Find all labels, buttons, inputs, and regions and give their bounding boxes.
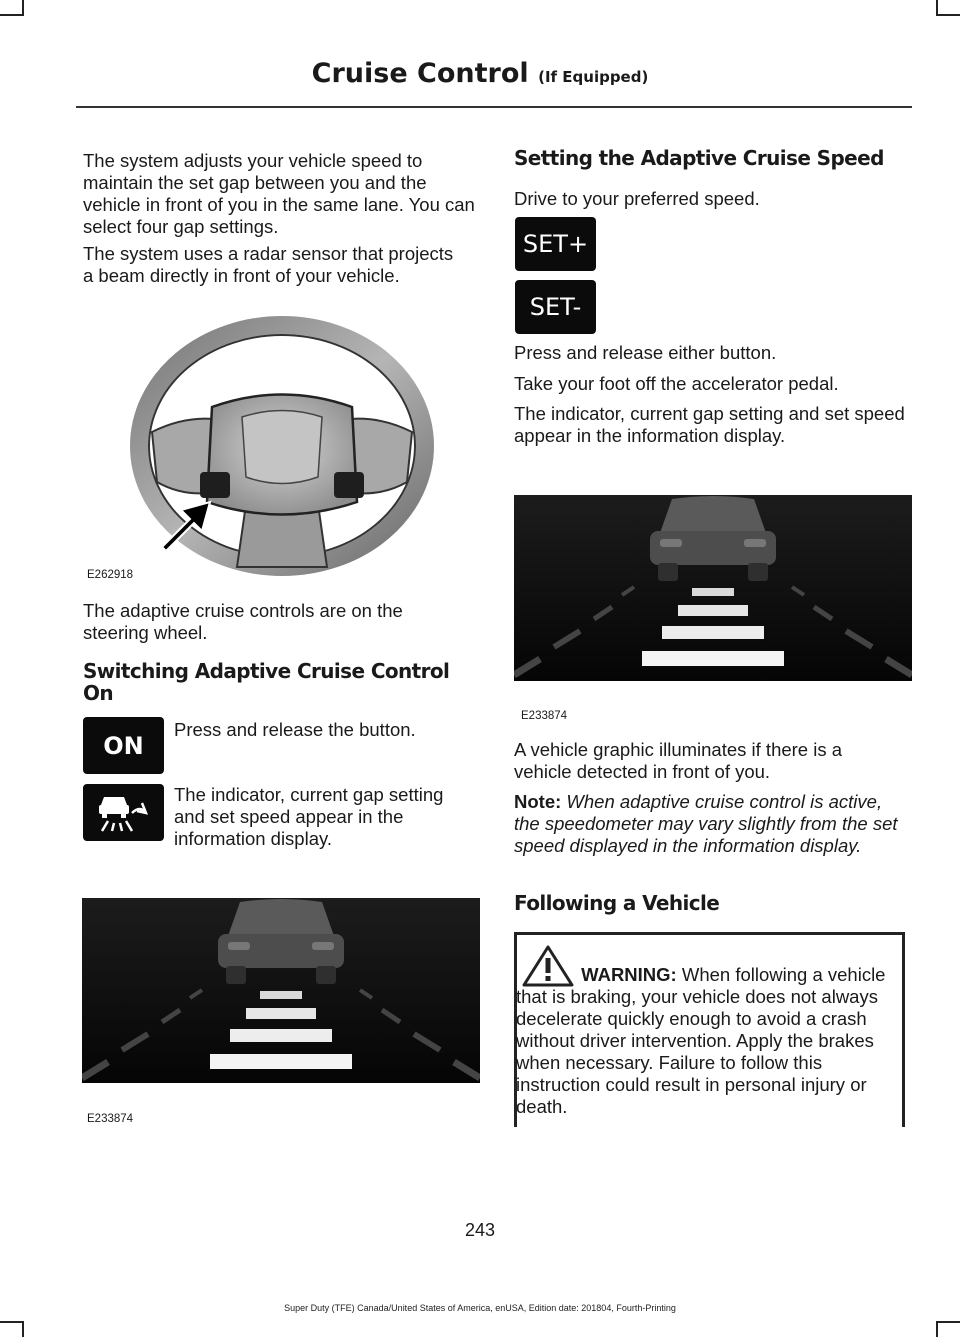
crop-mark	[936, 1321, 960, 1323]
foot-off-text: Take your foot off the accelerator pedal.	[514, 373, 839, 394]
figure-code: E233874	[87, 1113, 134, 1125]
controls-caption: The adaptive cruise controls are on the steering wheel.	[83, 600, 403, 643]
note-paragraph	[514, 791, 906, 857]
set-minus-button-icon: SET-	[515, 280, 596, 334]
edition-footer: Super Duty (TFE) Canada/United States of America, enUSA, Edition date: 201804, Fourth-Printing	[284, 1303, 676, 1313]
following-distance-graphic	[514, 495, 912, 681]
vehicle-graphic-text: A vehicle graphic illuminates if there is a vehicle detected in front of you.	[514, 739, 843, 782]
crop-mark	[936, 0, 938, 16]
drive-text: Drive to your preferred speed.	[514, 188, 760, 209]
following-vehicle-heading: Following a Vehicle	[514, 891, 720, 915]
crop-mark	[936, 1321, 938, 1337]
on-button-icon: ON	[83, 717, 164, 774]
intro-paragraph-1: The system adjusts your vehicle speed to maintain the set gap between you and the vehicle in front of you in the same lane. You can select four gap settings.	[83, 150, 475, 237]
left-indicator-text: The indicator, current gap setting and set speed appear in the information display.	[174, 784, 444, 849]
figure-code: E233874	[521, 710, 568, 722]
crop-mark	[0, 1321, 24, 1323]
crop-mark	[936, 14, 960, 16]
press-either-text: Press and release either button.	[514, 342, 777, 363]
adaptive-cruise-indicator-icon	[83, 784, 164, 841]
right-indicator-text: The indicator, current gap setting and set speed appear in the information display.	[514, 403, 905, 446]
crop-mark	[22, 1321, 24, 1337]
setting-speed-heading: Setting the Adaptive Cruise Speed	[514, 146, 884, 170]
header-divider	[76, 106, 912, 108]
page-number: 243	[464, 1220, 496, 1240]
note-text: When adaptive cruise control is active, the speedometer may vary slightly from the set speed displayed in the information display.	[514, 791, 898, 856]
page-title	[0, 58, 960, 89]
figure-code: E262918	[87, 569, 134, 581]
press-release-text: Press and release the button.	[174, 719, 416, 740]
warning-text: When following a vehicle that is braking, your vehicle does not always decelerate quickly enough to avoid a crash without driver intervention. Apply the brakes when necessary. Failure to follow this instruction could result in personal injury or death.	[516, 964, 886, 1117]
page-title-main: Cruise Control	[311, 58, 529, 89]
crop-mark	[0, 14, 24, 16]
following-distance-graphic	[82, 898, 480, 1083]
switch-on-heading: Switching Adaptive Cruise Control On	[83, 659, 450, 705]
warning-paragraph	[516, 964, 900, 1118]
intro-paragraph-2: The system uses a radar sensor that projects a beam directly in front of your vehicle.	[83, 243, 454, 286]
steering-wheel-illustration	[82, 312, 480, 588]
page-title-subtitle: (If Equipped)	[538, 68, 649, 86]
set-plus-button-icon: SET+	[515, 217, 596, 271]
crop-mark	[22, 0, 24, 16]
warning-label: WARNING:	[581, 964, 677, 985]
note-label: Note:	[514, 791, 562, 812]
